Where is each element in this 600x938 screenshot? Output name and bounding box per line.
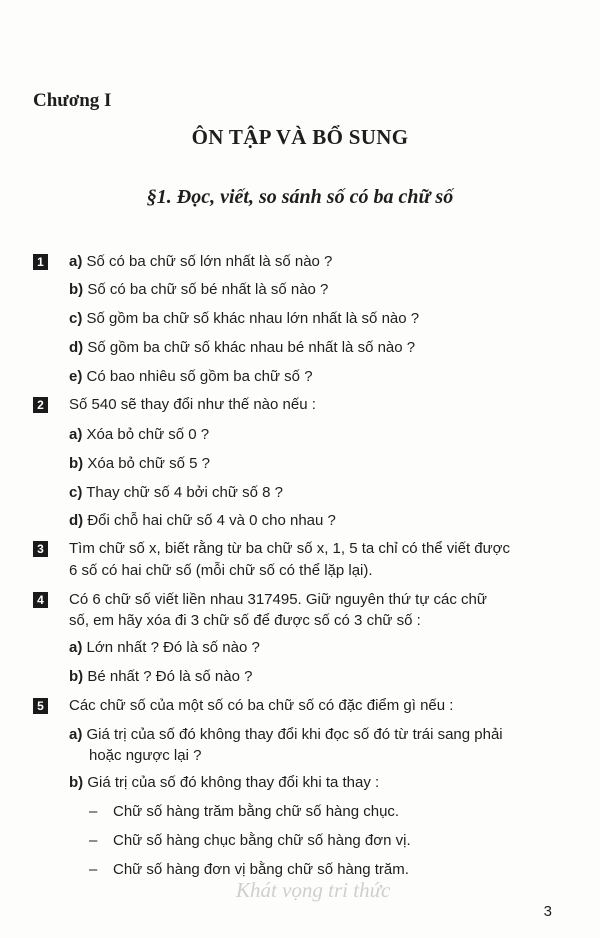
exercise-number-3: 3 (33, 541, 48, 557)
exercise-2-part-c (69, 483, 283, 503)
part-text: Giá trị của số đó không thay đổi khi đọc số đó từ trái sang phải (86, 726, 503, 743)
exercise-5-part-a-line-1 (69, 725, 503, 745)
part-text: Số có ba chữ số bé nhất là số nào ? (87, 281, 329, 298)
exercise-1-part-c (69, 309, 419, 329)
part-text: Bé nhất ? Đó là số nào ? (87, 668, 253, 685)
part-text: Xóa bỏ chữ số 0 ? (86, 426, 210, 443)
exercise-1-part-a (69, 252, 332, 272)
part-text: Thay chữ số 4 bởi chữ số 8 ? (86, 484, 283, 501)
part-marker: a) (69, 253, 83, 270)
dash-item-text: Chữ số hàng đơn vị bằng chữ số hàng trăm. (113, 861, 409, 878)
part-marker: b) (69, 774, 84, 791)
exercise-4-part-a (69, 638, 260, 658)
part-text: Số có ba chữ số lớn nhất là số nào ? (86, 253, 333, 270)
dash-item-3 (89, 860, 409, 880)
exercise-3-stem-line-1: Tìm chữ số x, biết rằng từ ba chữ số x, 1, 5 ta chỉ có thể viết được (69, 540, 511, 557)
dash-item-text: Chữ số hàng chục bằng chữ số hàng đơn vị. (113, 832, 411, 849)
part-marker: d) (69, 512, 84, 529)
chapter-title: ÔN TẬP VÀ BỔ SUNG (191, 125, 409, 149)
exercise-1-part-d (69, 338, 415, 358)
exercise-number-5: 5 (33, 698, 48, 714)
part-marker: e) (69, 368, 83, 385)
part-text: Đổi chỗ hai chữ số 4 và 0 cho nhau ? (87, 512, 336, 529)
exercise-2-part-b (69, 454, 210, 474)
part-text: Xóa bỏ chữ số 5 ? (87, 455, 210, 472)
watermark: Khát vọng tri thức (236, 878, 391, 902)
part-marker: c) (69, 310, 83, 327)
exercise-1-part-b (69, 280, 328, 300)
part-text: Có bao nhiêu số gồm ba chữ số ? (86, 368, 313, 385)
section-title: §1. Đọc, viết, so sánh số có ba chữ số (146, 186, 454, 208)
dash-item-1 (89, 802, 399, 822)
dash-bullet: – (89, 832, 98, 849)
part-marker: d) (69, 339, 84, 356)
part-marker: b) (69, 455, 84, 472)
exercise-number-4: 4 (33, 592, 48, 608)
page-number: 3 (543, 903, 552, 920)
exercise-2-part-a (69, 425, 209, 445)
exercise-2-stem: Số 540 sẽ thay đổi như thế nào nếu : (69, 396, 316, 413)
part-marker: c) (69, 484, 83, 501)
dash-item-2 (89, 831, 411, 851)
exercise-number-2: 2 (33, 397, 48, 413)
dash-item-text: Chữ số hàng trăm bằng chữ số hàng chục. (113, 803, 400, 820)
exercise-5-part-b (69, 773, 379, 793)
exercise-4-part-b (69, 667, 252, 687)
part-marker: b) (69, 668, 84, 685)
part-marker: a) (69, 726, 83, 743)
exercise-5-stem: Các chữ số của một số có ba chữ số có đặc điểm gì nếu : (69, 697, 454, 714)
part-marker: a) (69, 426, 83, 443)
part-marker: a) (69, 639, 83, 656)
part-marker: b) (69, 281, 84, 298)
dash-bullet: – (89, 803, 98, 820)
exercise-number-1: 1 (33, 254, 48, 270)
exercise-5-part-a-line-2: hoặc ngược lại ? (89, 747, 202, 764)
exercise-1-part-e (69, 367, 313, 387)
exercise-3-stem-line-2: 6 số có hai chữ số (mỗi chữ số có thể lặp lại). (69, 562, 373, 579)
part-text: Lớn nhất ? Đó là số nào ? (86, 639, 260, 656)
dash-bullet: – (89, 861, 98, 878)
exercise-4-stem-line-1: Có 6 chữ số viết liền nhau 317495. Giữ nguyên thứ tự các chữ (69, 591, 487, 608)
part-text: Giá trị của số đó không thay đổi khi ta thay : (87, 774, 380, 791)
part-text: Số gồm ba chữ số khác nhau lớn nhất là số nào ? (86, 310, 420, 327)
chapter-label: Chương I (33, 90, 112, 111)
exercise-4-stem-line-2: số, em hãy xóa đi 3 chữ số để được số có 3 chữ số : (69, 612, 421, 629)
exercise-2-part-d (69, 511, 336, 531)
part-text: Số gồm ba chữ số khác nhau bé nhất là số nào ? (87, 339, 416, 356)
